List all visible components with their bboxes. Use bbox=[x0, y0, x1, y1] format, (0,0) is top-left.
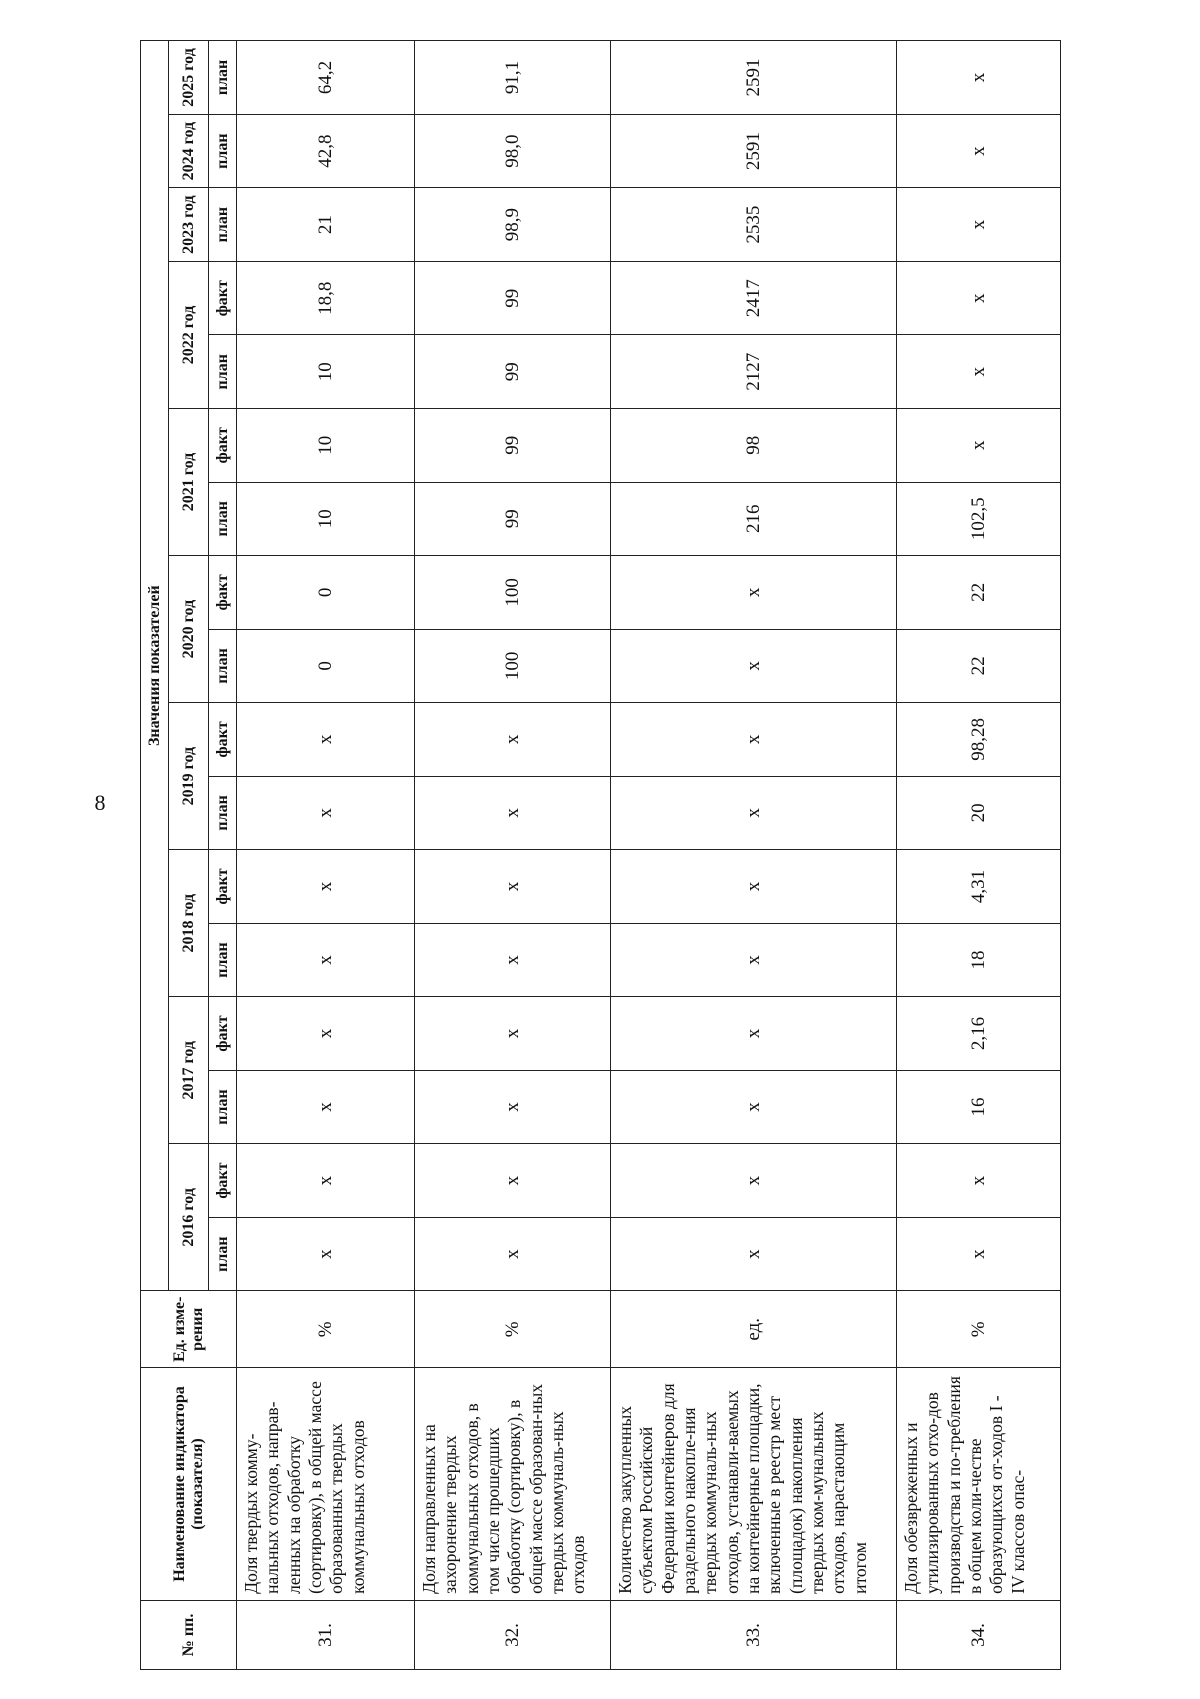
value-cell: 2,16 bbox=[897, 997, 1061, 1071]
header-plan: план bbox=[209, 188, 237, 262]
header-plan: план bbox=[209, 1070, 237, 1144]
header-fact: факт bbox=[209, 1144, 237, 1218]
header-plan: план bbox=[209, 923, 237, 997]
table-body bbox=[237, 41, 1061, 1670]
value-cell: х bbox=[237, 923, 415, 997]
value-cell: х bbox=[611, 1217, 897, 1291]
value-cell: х bbox=[897, 1217, 1061, 1291]
header-year-2023: 2023 год bbox=[169, 188, 209, 262]
header-plan: план bbox=[209, 776, 237, 850]
value-cell: х bbox=[415, 776, 611, 850]
value-cell: 98,9 bbox=[415, 188, 611, 262]
unit-cell: % bbox=[415, 1291, 611, 1368]
table-row bbox=[897, 41, 1061, 1670]
value-cell: 2535 bbox=[611, 188, 897, 262]
value-cell: х bbox=[611, 1070, 897, 1144]
value-cell: 99 bbox=[415, 408, 611, 482]
value-cell: 2591 bbox=[611, 41, 897, 115]
value-cell: 2417 bbox=[611, 261, 897, 335]
value-cell: 10 bbox=[237, 408, 415, 482]
value-cell: х bbox=[611, 776, 897, 850]
header-num: № пп. bbox=[141, 1600, 237, 1669]
value-cell: х bbox=[897, 261, 1061, 335]
value-cell: х bbox=[415, 1217, 611, 1291]
value-cell: 10 bbox=[237, 482, 415, 556]
value-cell: 2591 bbox=[611, 114, 897, 188]
value-cell: х bbox=[897, 114, 1061, 188]
value-cell: х bbox=[611, 923, 897, 997]
value-cell: 100 bbox=[415, 629, 611, 703]
header-unit: Ед. изме-рения bbox=[141, 1291, 237, 1368]
header-year-2020: 2020 год bbox=[169, 556, 209, 703]
value-cell: х bbox=[611, 629, 897, 703]
header-fact: факт bbox=[209, 556, 237, 630]
value-cell: 22 bbox=[897, 556, 1061, 630]
unit-cell: % bbox=[897, 1291, 1061, 1368]
indicator-name: Количество закупленных субъектом Российской Федерации контейнеров для раздельного накопле-ния твердых коммуналь-ных отходов, устанавли-ваемых на контейнерные площадки, включенные в реестр мест (площадок) накопления твердых ком-мунальных отходов, нарастающим итогом bbox=[611, 1368, 897, 1601]
value-cell: 42,8 bbox=[237, 114, 415, 188]
value-cell: х bbox=[897, 408, 1061, 482]
value-cell: х bbox=[897, 41, 1061, 115]
value-cell: х bbox=[237, 850, 415, 924]
header-year-2017: 2017 год bbox=[169, 997, 209, 1144]
unit-cell: ед. bbox=[611, 1291, 897, 1368]
header-fact: факт bbox=[209, 997, 237, 1071]
value-cell: х bbox=[415, 997, 611, 1071]
header-plan: план bbox=[209, 41, 237, 115]
indicator-name: Доля твердых комму-нальных отходов, направ-ленных на обработку (сортировку), в общей массе образованных твердых коммунальных отходов bbox=[237, 1368, 415, 1601]
value-cell: 22 bbox=[897, 629, 1061, 703]
value-cell: х bbox=[897, 335, 1061, 409]
row-num: 31. bbox=[237, 1600, 415, 1669]
header-plan: план bbox=[209, 629, 237, 703]
header-group: Значения показателей bbox=[141, 41, 169, 1291]
header-year-2024: 2024 год bbox=[169, 114, 209, 188]
value-cell: х bbox=[611, 850, 897, 924]
header-fact: факт bbox=[209, 261, 237, 335]
row-num: 33. bbox=[611, 1600, 897, 1669]
header-year-2019: 2019 год bbox=[169, 703, 209, 850]
value-cell: 98,0 bbox=[415, 114, 611, 188]
value-cell: 99 bbox=[415, 261, 611, 335]
value-cell: х bbox=[237, 703, 415, 777]
value-cell: 98 bbox=[611, 408, 897, 482]
header-plan: план bbox=[209, 114, 237, 188]
indicator-name: Доля направленных на захоронение твердых коммунальных отходов, в том числе прошедших обработку (сортировку), в общей массе образован-ных твердых коммуналь-ных отходов bbox=[415, 1368, 611, 1601]
header-name: Наименование индикатора (показателя) bbox=[141, 1368, 237, 1601]
value-cell: 0 bbox=[237, 629, 415, 703]
value-cell: 99 bbox=[415, 482, 611, 556]
unit-cell: % bbox=[237, 1291, 415, 1368]
value-cell: 18,8 bbox=[237, 261, 415, 335]
value-cell: 216 bbox=[611, 482, 897, 556]
value-cell: х bbox=[611, 703, 897, 777]
value-cell: х bbox=[237, 997, 415, 1071]
value-cell: х bbox=[237, 1144, 415, 1218]
value-cell: х bbox=[237, 1217, 415, 1291]
value-cell: 21 bbox=[237, 188, 415, 262]
value-cell: х bbox=[611, 997, 897, 1071]
value-cell: х bbox=[415, 1144, 611, 1218]
value-cell: х bbox=[415, 1070, 611, 1144]
row-num: 32. bbox=[415, 1600, 611, 1669]
table-row bbox=[237, 41, 415, 1670]
header-year-2025: 2025 год bbox=[169, 41, 209, 115]
header-year-2022: 2022 год bbox=[169, 261, 209, 408]
value-cell: 98,28 bbox=[897, 703, 1061, 777]
value-cell: 18 bbox=[897, 923, 1061, 997]
header-fact: факт bbox=[209, 850, 237, 924]
value-cell: х bbox=[611, 556, 897, 630]
value-cell: 100 bbox=[415, 556, 611, 630]
value-cell: 91,1 bbox=[415, 41, 611, 115]
header-year-2021: 2021 год bbox=[169, 408, 209, 555]
header-fact: факт bbox=[209, 408, 237, 482]
table-row bbox=[415, 41, 611, 1670]
value-cell: х bbox=[897, 1144, 1061, 1218]
header-plan: план bbox=[209, 1217, 237, 1291]
header-plan: план bbox=[209, 482, 237, 556]
value-cell: 102,5 bbox=[897, 482, 1061, 556]
value-cell: 16 bbox=[897, 1070, 1061, 1144]
header-plan: план bbox=[209, 335, 237, 409]
indicators-table bbox=[140, 40, 1061, 1670]
value-cell: 99 bbox=[415, 335, 611, 409]
page-number: 8 bbox=[94, 790, 106, 815]
value-cell: х bbox=[237, 1070, 415, 1144]
value-cell: х bbox=[897, 188, 1061, 262]
value-cell: 20 bbox=[897, 776, 1061, 850]
indicator-name: Доля обезвреженных и утилизированных отхо-дов производства и по-требления в общем коли-честве образующихся от-ходов I - IV классов опас- bbox=[897, 1368, 1061, 1601]
header-year-2018: 2018 год bbox=[169, 850, 209, 997]
value-cell: х bbox=[237, 776, 415, 850]
value-cell: х bbox=[415, 703, 611, 777]
value-cell: х bbox=[611, 1144, 897, 1218]
row-num: 34. bbox=[897, 1600, 1061, 1669]
value-cell: х bbox=[415, 923, 611, 997]
table-row bbox=[611, 41, 897, 1670]
value-cell: 2127 bbox=[611, 335, 897, 409]
value-cell: 10 bbox=[237, 335, 415, 409]
value-cell: 4,31 bbox=[897, 850, 1061, 924]
rotated-table-wrapper bbox=[140, 40, 1160, 1670]
value-cell: 0 bbox=[237, 556, 415, 630]
value-cell: 64,2 bbox=[237, 41, 415, 115]
header-fact: факт bbox=[209, 703, 237, 777]
header-year-2016: 2016 год bbox=[169, 1144, 209, 1291]
value-cell: х bbox=[415, 850, 611, 924]
